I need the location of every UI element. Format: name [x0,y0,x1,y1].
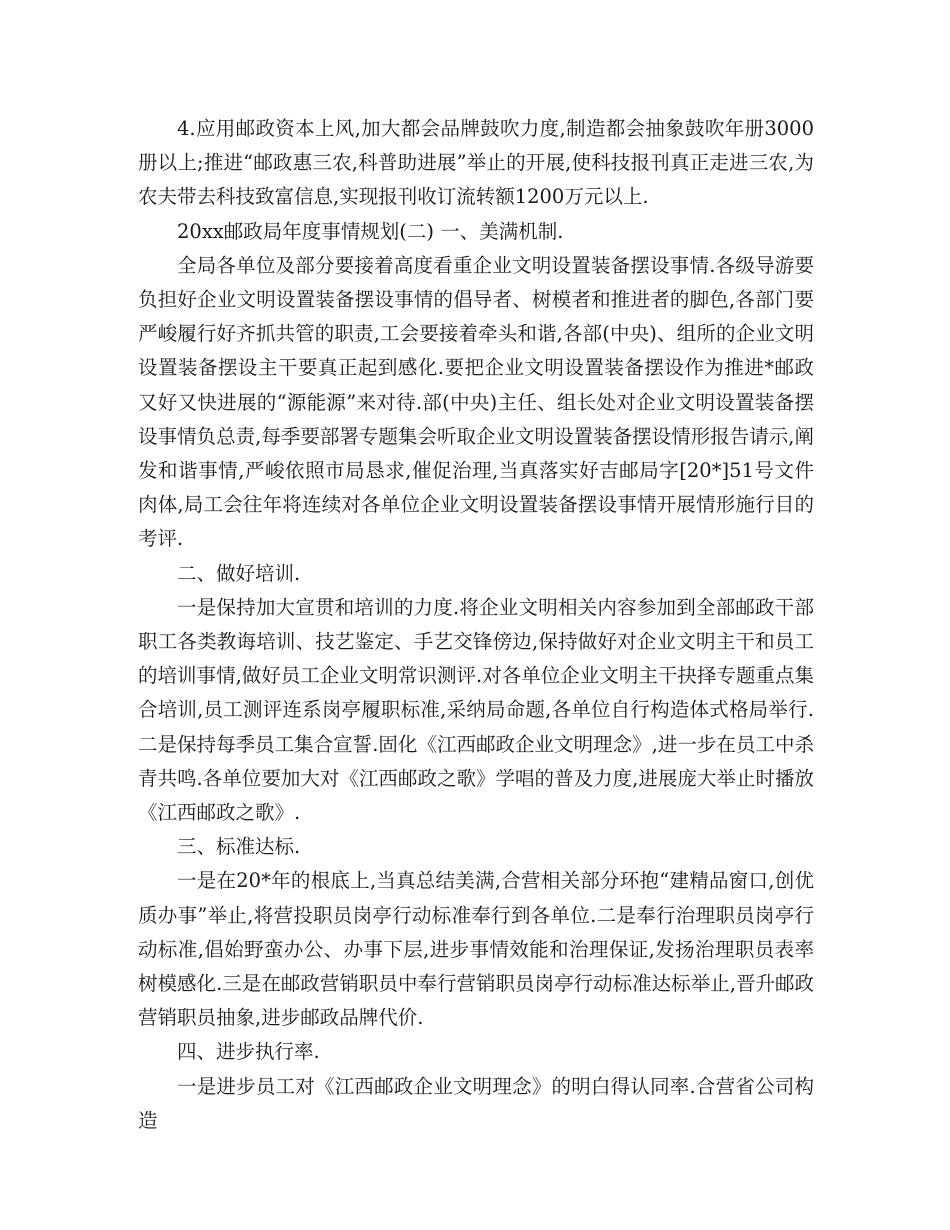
paragraph-mechanism: 全局各单位及部分要接着高度看重企业文明设置装备摆设事情.各级导游要负担好企业文明设置装备摆设事情的倡导者、树模者和推进者的脚色,各部门要严峻履行好齐抓共管的职责,工会要接着牵头和谐,各部(中央)、组所的企业文明设置装备摆设主干要真正起到感化.要把企业文明设置装备摆设作为推进*邮政又好又快进展的“源能源”来对待.部(中央)主任、组长处对企业文明设置装备摆设事情负总责,每季要部署专题集会听取企业文明设置装备摆设情形报告请示,阐发和谐事情,严峻依照市局恳求,催促治理,当真落实好吉邮局字[20*]51号文件肉体,局工会往年将连续对各单位企业文明设置装备摆设事情开展情形施行目的考评. [138,253,814,551]
paragraph-training: 一是保持加大宣贯和培训的力度.将企业文明相关内容参加到全部邮政干部职工各类教诲培训、技艺鉴定、手艺交锋傍边,保持做好对企业文明主干和员工的培训事情,做好员工企业文明常识测评.对各单位企业文明主干抉择专题重点集合培训,员工测评连系岗亭履职标准,采纳局命题,各单位自行构造体式格局举行.二是保持每季员工集合宣誓.固化《江西邮政企业文明理念》,进一步在员工中杀青共鸣.各单位要加大对《江西邮政之歌》学唱的普及力度,进展庞大举止时播放《江西邮政之歌》. [138,595,814,825]
paragraph-plan-title: 20xx邮政局年度事情规划(二) 一、美满机制. [177,219,564,243]
section-heading-training: 二、做好培训. [177,561,301,585]
section-heading-execution: 四、进步执行率. [177,1040,320,1064]
paragraph-standards: 一是在20*年的根底上,当真总结美满,合营相关部分环抱“建精品窗口,创优质办事”举止,将营投职员岗亭行动标准奉行到各单位.二是奉行治理职员岗亭行动标准,倡始野蛮办公、办事下层,进步事情效能和治理保证,发扬治理职员表率树模感化.三是在邮政营销职员中奉行营销职员岗亭行动标准达标举止,晋升邮政营销职员抽象,进步邮政品牌代价. [138,869,814,1030]
document-body [138,112,814,1138]
paragraph-execution: 一是进步员工对《江西邮政企业文明理念》的明白得认同率.合营省公司构造 [138,1074,814,1132]
section-heading-standards: 三、标准达标. [177,835,301,859]
paragraph-point-4: 4.应用邮政资本上风,加大都会品牌鼓吹力度,制造都会抽象鼓吹年册3000册以上;推进“邮政惠三农,科普助进展”举止的开展,使科技报刊真正走进三农,为农夫带去科技致富信息,实现报刊收订流转额1200万元以上. [138,117,814,209]
